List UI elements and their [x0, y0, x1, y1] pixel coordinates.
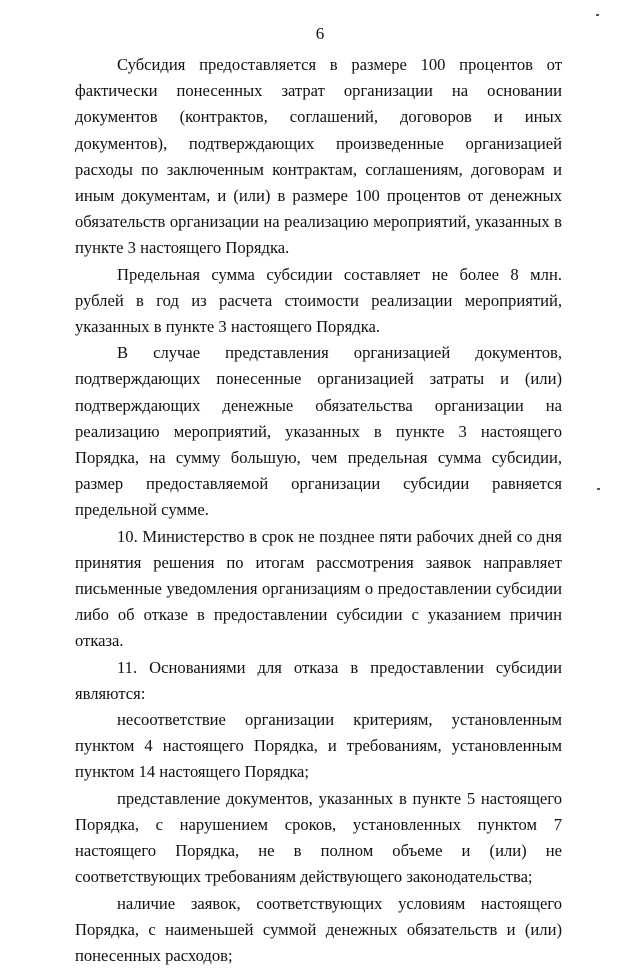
scan-speck: [596, 14, 599, 16]
paragraph-item-10: 10. Министерство в срок не позднее пяти рабочих дней со дня принятия решения по итогам рассмотрения заявок направляет письменные уведомления организациям о предоставлении субсидии либо об отказе в предоставлении субсидии с указанием причин отказа.: [75, 524, 562, 655]
paragraph-excess-documents: В случае представления организацией документов, подтверждающих понесенные организацией затраты и (или) подтверждающих денежные обязательства организации на реализацию мероприятий, указанных в пункте 3 настоящего Порядка, на сумму большую, чем предельная сумма субсидии, размер предоставляемой организации субсидии равняется предельной сумме.: [75, 340, 562, 523]
paragraph-subsidy-amount: Субсидия предоставляется в размере 100 процентов от фактически понесенных затрат организации на основании документов (контрактов, соглашений, договоров и иных документов), подтверждающих произведенные организацией расходы по заключенным контрактам, соглашениям, договорам и иным документам, и (или) в размере 100 процентов от денежных обязательств организации на реализацию мероприятий, указанных в пункте 3 настоящего Порядка.: [75, 52, 562, 262]
paragraph-item-11: 11. Основаниями для отказа в предоставлении субсидии являются:: [75, 655, 562, 707]
paragraph-refusal-documents: представление документов, указанных в пункте 5 настоящего Порядка, с нарушением сроков, установленных пунктом 7 настоящего Порядка, не в полном объеме и (или) не соответствующих требованиям действующего законодательства;: [75, 786, 562, 891]
paragraph-refusal-criteria: несоответствие организации критериям, установленным пунктом 4 настоящего Порядка, и требованиям, установленным пунктом 14 настоящего Порядка;: [75, 707, 562, 786]
scan-speck: [597, 488, 600, 490]
paragraph-subsidy-limit: Предельная сумма субсидии составляет не более 8 млн. рублей в год из расчета стоимости реализации мероприятий, указанных в пункте 3 настоящего Порядка.: [75, 262, 562, 341]
document-body: [75, 52, 562, 969]
paragraph-refusal-applications: наличие заявок, соответствующих условиям настоящего Порядка, с наименьшей суммой денежных обязательств и (или) понесенных расходов;: [75, 891, 562, 969]
page-number: 6: [0, 24, 640, 44]
